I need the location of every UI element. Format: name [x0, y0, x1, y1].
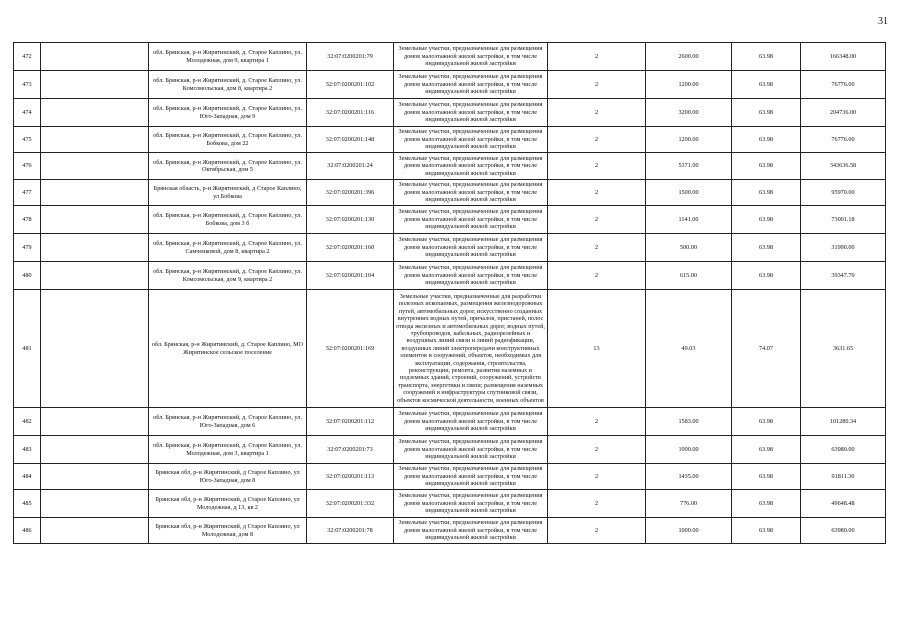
land-use-cell: Земельные участки, предназначенные для размещения домов малоэтажной жилой застройки, в том числе индивидуальной жилой застройки	[394, 464, 548, 490]
area-cell: 1000.00	[646, 518, 732, 544]
address-cell: обл. Брянская, р-н Жирятинский, д. Старое Каплино, ул. Молодежная, дом 3, квартира 1	[149, 436, 307, 464]
land-use-cell: Земельные участки, предназначенные для размещения домов малоэтажной жилой застройки, в том числе индивидуальной жилой застройки	[394, 71, 548, 99]
table-row	[14, 153, 886, 180]
area-cell: 1583.00	[646, 408, 732, 436]
page-number: 31	[878, 16, 888, 27]
row-number-cell: 485	[14, 490, 41, 518]
row-number-cell: 483	[14, 436, 41, 464]
cadastral-number-cell: 32:07:0200201:73	[307, 436, 394, 464]
area-cell: 5371.00	[646, 153, 732, 180]
table-row	[14, 127, 886, 153]
group-cell: 2	[548, 262, 646, 290]
cadastral-value-cell: 76776.00	[801, 127, 886, 153]
empty-cell	[41, 180, 149, 206]
cadastral-value-cell: 39347.70	[801, 262, 886, 290]
specific-value-cell: 63.98	[732, 464, 801, 490]
empty-cell	[41, 127, 149, 153]
land-use-cell: Земельные участки, предназначенные для размещения домов малоэтажной жилой застройки, в том числе индивидуальной жилой застройки	[394, 127, 548, 153]
specific-value-cell: 63.98	[732, 490, 801, 518]
row-number-cell: 484	[14, 464, 41, 490]
group-cell: 2	[548, 153, 646, 180]
cadastral-value-cell: 49648.48	[801, 490, 886, 518]
group-cell: 2	[548, 127, 646, 153]
land-use-cell: Земельные участки, предназначенные для размещения домов малоэтажной жилой застройки, в том числе индивидуальной жилой застройки	[394, 180, 548, 206]
land-use-cell: Земельные участки, предназначенные для размещения домов малоэтажной жилой застройки, в том числе индивидуальной жилой застройки	[394, 436, 548, 464]
row-number-cell: 473	[14, 71, 41, 99]
cadastral-value-cell: 95970.00	[801, 180, 886, 206]
address-cell: Брянская область, р-н Жирятинский, д Старое Каплино, ул Бобкова	[149, 180, 307, 206]
specific-value-cell: 63.98	[732, 518, 801, 544]
cadastral-number-cell: 32:07:0200201:104	[307, 262, 394, 290]
cadastral-value-cell: 63980.00	[801, 436, 886, 464]
specific-value-cell: 63.98	[732, 262, 801, 290]
group-cell: 2	[548, 180, 646, 206]
cadastral-value-cell: 76776.00	[801, 71, 886, 99]
specific-value-cell: 63.98	[732, 153, 801, 180]
row-number-cell: 476	[14, 153, 41, 180]
row-number-cell: 478	[14, 206, 41, 234]
cadastral-number-cell: 32:07:0200201:79	[307, 43, 394, 71]
row-number-cell: 480	[14, 262, 41, 290]
group-cell: 2	[548, 234, 646, 262]
cadastral-value-cell: 91811.30	[801, 464, 886, 490]
land-use-cell: Земельные участки, предназначенные для размещения домов малоэтажной жилой застройки, в том числе индивидуальной жилой застройки	[394, 43, 548, 71]
empty-cell	[41, 464, 149, 490]
table-row	[14, 180, 886, 206]
table-row	[14, 99, 886, 127]
area-cell: 1000.00	[646, 436, 732, 464]
empty-cell	[41, 206, 149, 234]
cadastral-value-cell: 101280.34	[801, 408, 886, 436]
address-cell: Брянская обл, р-н Жирятинский, д Старое Каплино, ул Молодежная, дом 8	[149, 518, 307, 544]
specific-value-cell: 63.98	[732, 127, 801, 153]
row-number-cell: 472	[14, 43, 41, 71]
area-cell: 1141.00	[646, 206, 732, 234]
group-cell: 13	[548, 290, 646, 408]
specific-value-cell: 63.98	[732, 180, 801, 206]
specific-value-cell: 63.98	[732, 43, 801, 71]
empty-cell	[41, 408, 149, 436]
row-number-cell: 486	[14, 518, 41, 544]
area-cell: 2600.00	[646, 43, 732, 71]
cadastral-number-cell: 32:07:0200201:396	[307, 180, 394, 206]
table-body	[14, 43, 886, 544]
land-use-cell: Земельные участки, предназначенные для размещения домов малоэтажной жилой застройки, в том числе индивидуальной жилой застройки	[394, 490, 548, 518]
empty-cell	[41, 290, 149, 408]
group-cell: 2	[548, 518, 646, 544]
cadastral-number-cell: 32:07:0200201:102	[307, 71, 394, 99]
table-row	[14, 43, 886, 71]
cadastral-value-cell: 3631.65	[801, 290, 886, 408]
address-cell: Брянская обл, р-н Жирятинский, д Старое Каплино, ул Молодежная, д 13, кв 2	[149, 490, 307, 518]
row-number-cell: 475	[14, 127, 41, 153]
group-cell: 2	[548, 408, 646, 436]
group-cell: 2	[548, 464, 646, 490]
area-cell: 3200.00	[646, 99, 732, 127]
address-cell: обл. Брянская, р-н Жирятинский, д. Старое Каплино, ул. Бобкова, дом 3 б	[149, 206, 307, 234]
land-use-cell: Земельные участки, предназначенные для размещения домов малоэтажной жилой застройки, в том числе индивидуальной жилой застройки	[394, 234, 548, 262]
cadastral-number-cell: 32:07:0200201:78	[307, 518, 394, 544]
cadastral-value-cell: 204736.00	[801, 99, 886, 127]
row-number-cell: 474	[14, 99, 41, 127]
empty-cell	[41, 99, 149, 127]
group-cell: 2	[548, 99, 646, 127]
cadastral-value-cell: 343636.58	[801, 153, 886, 180]
group-cell: 2	[548, 436, 646, 464]
cadastral-number-cell: 32:07:0200201:113	[307, 464, 394, 490]
group-cell: 2	[548, 206, 646, 234]
empty-cell	[41, 436, 149, 464]
row-number-cell: 477	[14, 180, 41, 206]
cadastral-value-cell: 31990.00	[801, 234, 886, 262]
cadastral-number-cell: 32:07:0200201:112	[307, 408, 394, 436]
area-cell: 500.00	[646, 234, 732, 262]
land-use-cell: Земельные участки, предназначенные для размещения домов малоэтажной жилой застройки, в том числе индивидуальной жилой застройки	[394, 262, 548, 290]
cadastral-number-cell: 32:07:0200201:160	[307, 234, 394, 262]
group-cell: 2	[548, 71, 646, 99]
address-cell: обл. Брянская, р-н Жирятинский, д. Старое Каплино, ул. Комсомольская, дом 9, квартира 2	[149, 262, 307, 290]
specific-value-cell: 74.07	[732, 290, 801, 408]
empty-cell	[41, 262, 149, 290]
group-cell: 2	[548, 43, 646, 71]
cadastral-value-table	[13, 42, 886, 544]
table-row	[14, 518, 886, 544]
row-number-cell: 482	[14, 408, 41, 436]
specific-value-cell: 63.98	[732, 408, 801, 436]
cadastral-value-cell: 73001.18	[801, 206, 886, 234]
area-cell: 1200.00	[646, 127, 732, 153]
land-use-cell: Земельные участки, предназначенные для размещения домов малоэтажной жилой застройки, в том числе индивидуальной жилой застройки	[394, 153, 548, 180]
address-cell: обл. Брянская, р-н Жирятинский, д. Старое Каплино, ул. Самченковой, дом 8, квартира 2	[149, 234, 307, 262]
specific-value-cell: 63.98	[732, 206, 801, 234]
empty-cell	[41, 490, 149, 518]
land-use-cell: Земельные участки, предназначенные для размещения домов малоэтажной жилой застройки, в том числе индивидуальной жилой застройки	[394, 518, 548, 544]
area-cell: 776.00	[646, 490, 732, 518]
cadastral-number-cell: 32:07:0200201:24	[307, 153, 394, 180]
address-cell: обл. Брянская, р-н Жирятинский, д. Старое Каплино, ул. Молодежная, дом 9, квартира 1	[149, 43, 307, 71]
empty-cell	[41, 518, 149, 544]
row-number-cell: 479	[14, 234, 41, 262]
address-cell: обл. Брянская, р-н Жирятинский, д. Старое Каплино, ул. Комсомольская, дом 8, квартира 2	[149, 71, 307, 99]
table-row	[14, 464, 886, 490]
group-cell: 2	[548, 490, 646, 518]
table-row	[14, 234, 886, 262]
table-row	[14, 206, 886, 234]
cadastral-value-cell: 166348.00	[801, 43, 886, 71]
address-cell: обл. Брянская, р-н Жирятинский, д. Старое Каплино, ул. Октябрьская, дом 5	[149, 153, 307, 180]
area-cell: 49.03	[646, 290, 732, 408]
table-row	[14, 290, 886, 408]
empty-cell	[41, 234, 149, 262]
table-row	[14, 262, 886, 290]
specific-value-cell: 63.98	[732, 234, 801, 262]
area-cell: 1200.00	[646, 71, 732, 99]
area-cell: 615.00	[646, 262, 732, 290]
land-use-cell: Земельные участки, предназначенные для размещения домов малоэтажной жилой застройки, в том числе индивидуальной жилой застройки	[394, 99, 548, 127]
specific-value-cell: 63.98	[732, 436, 801, 464]
cadastral-number-cell: 32:07:0200201:332	[307, 490, 394, 518]
land-use-cell: Земельные участки, предназначенные для размещения домов малоэтажной жилой застройки, в том числе индивидуальной жилой застройки	[394, 206, 548, 234]
cadastral-value-cell: 63980.00	[801, 518, 886, 544]
cadastral-number-cell: 32:07:0200201:169	[307, 290, 394, 408]
land-use-cell: Земельные участки, предназначенные для разработки полезных ископаемых, размещения железнодорожных путей, автомобильных дорог, искусственно созданных внутренних водных путей, причалов, пристаней, полос отвода железных и автомобильных дорог, водных путей, трубопроводов, кабельных, радиорелейных и воздушных линий связи и линий радиофикации, воздушных линий электропередачи конструктивных элементов и сооружений, объектов, необходимых для эксплуатации, содержания, строительства, реконструкции, ремонта, развития наземных и подземных зданий, строений, сооружений, устройств транспорта, энергетики и связи; размещения наземных сооружений и инфраструктуры спутниковой связи, объектов космической деятельности, военных объектов	[394, 290, 548, 408]
specific-value-cell: 63.98	[732, 99, 801, 127]
table-row	[14, 71, 886, 99]
address-cell: обл. Брянская, р-н Жирятинский, д. Старое Каплино, ул. Юго-Западная, дом 6	[149, 408, 307, 436]
table-row	[14, 408, 886, 436]
area-cell: 1435.00	[646, 464, 732, 490]
empty-cell	[41, 153, 149, 180]
empty-cell	[41, 71, 149, 99]
address-cell: обл. Брянская, р-н Жирятинский, д. Старое Каплино, ул. Бобкова, дом 22	[149, 127, 307, 153]
row-number-cell: 481	[14, 290, 41, 408]
address-cell: Брянская обл, р-н Жирятинский, д Старое Каплино, ул Юго-Западная, дом 8	[149, 464, 307, 490]
cadastral-number-cell: 32:07:0200201:116	[307, 99, 394, 127]
cadastral-number-cell: 32:07:0200201:130	[307, 206, 394, 234]
cadastral-number-cell: 32:07:0200201:148	[307, 127, 394, 153]
address-cell: обл. Брянская, р-н Жирятинский, д. Старое Каплино, ул. Юго-Западная, дом 9	[149, 99, 307, 127]
specific-value-cell: 63.98	[732, 71, 801, 99]
table-row	[14, 490, 886, 518]
area-cell: 1500.00	[646, 180, 732, 206]
land-use-cell: Земельные участки, предназначенные для размещения домов малоэтажной жилой застройки, в том числе индивидуальной жилой застройки	[394, 408, 548, 436]
address-cell: обл. Брянская, р-н Жирятинский, д. Старое Каплино, МО Жирятинское сельское поселение	[149, 290, 307, 408]
empty-cell	[41, 43, 149, 71]
table-row	[14, 436, 886, 464]
